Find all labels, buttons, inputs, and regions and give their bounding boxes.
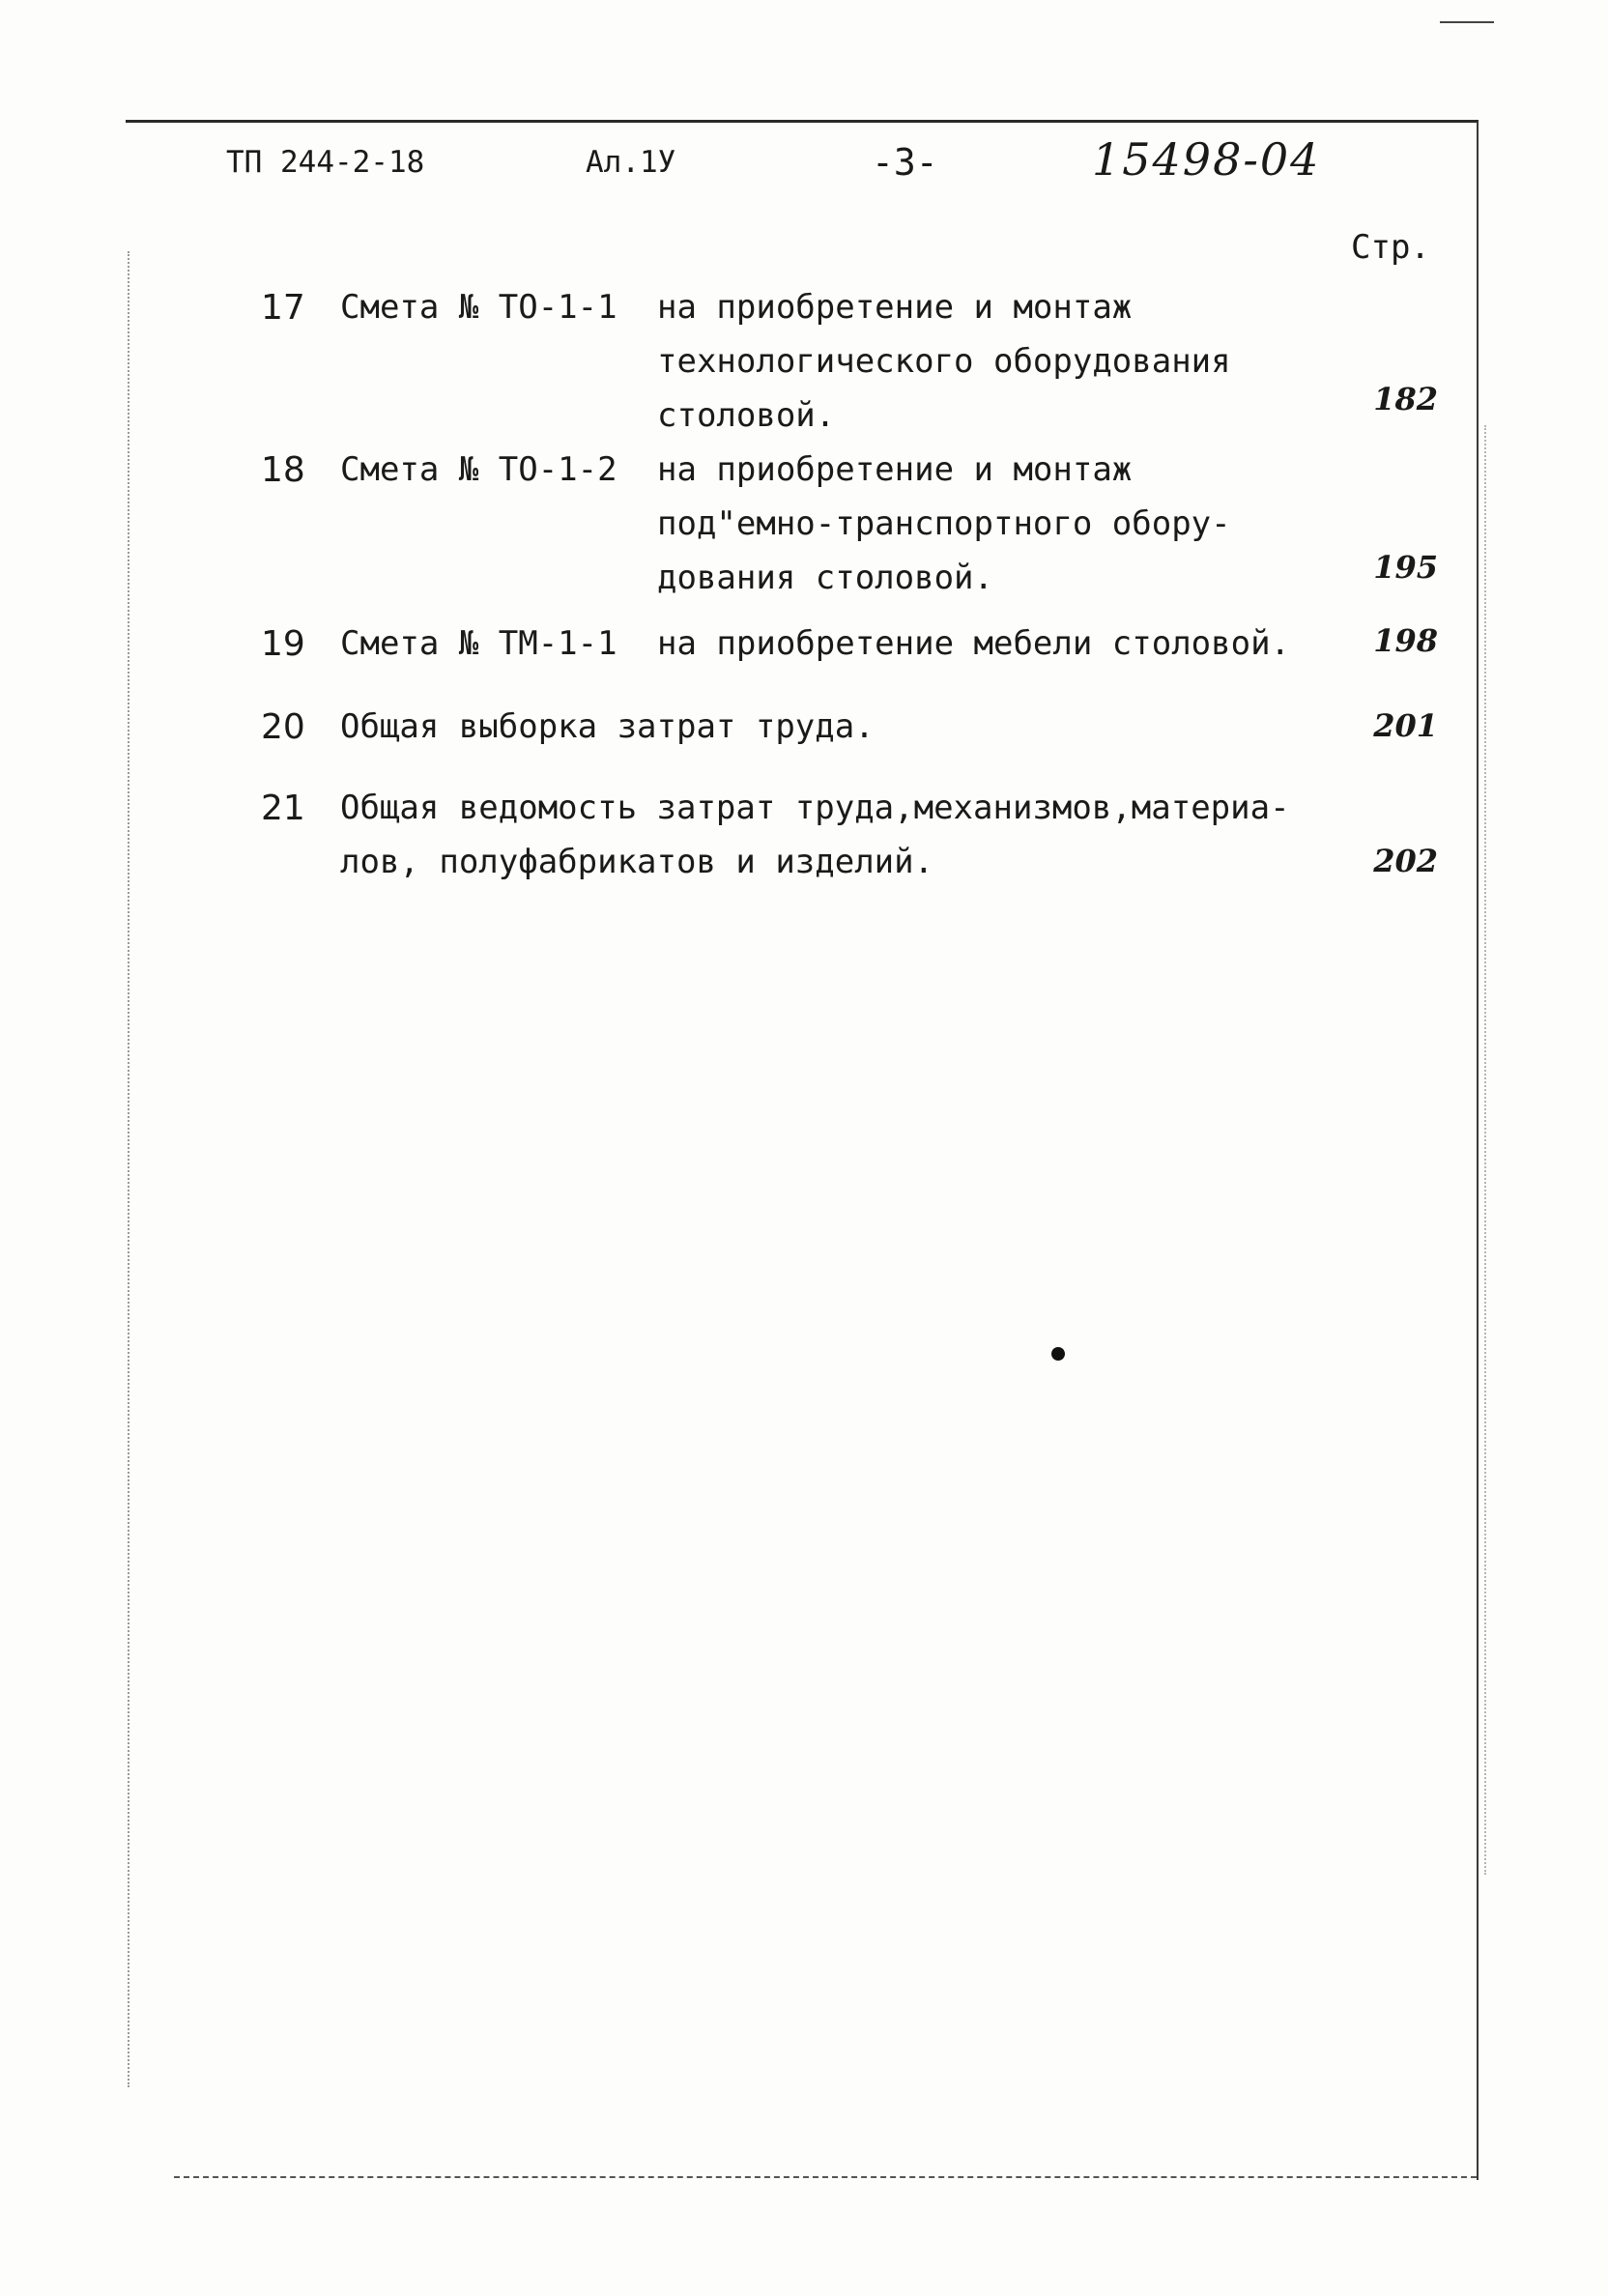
entry-description: Общая ведомость затрат труда,механизмов,материа- лов, полуфабрикатов и изделий. xyxy=(340,789,1290,881)
entry-description: Общая выборка затрат труда. xyxy=(340,707,875,746)
ink-dot xyxy=(1051,1347,1065,1361)
entry-code: Смета № ТО-1-1 xyxy=(340,288,617,327)
entry-number: 17 xyxy=(261,288,305,328)
entry-page: 195 xyxy=(1373,549,1438,586)
entry-number: 20 xyxy=(261,707,305,747)
frame-top-line xyxy=(126,120,1479,123)
entry-description: на приобретение мебели столовой. xyxy=(657,624,1291,663)
page-number: -3- xyxy=(872,141,938,184)
inventory-number: 15498-04 xyxy=(1092,133,1321,186)
corner-mark xyxy=(1440,21,1494,23)
album-code: Ал.1У xyxy=(586,145,676,180)
frame-right-line xyxy=(1477,122,1479,2180)
entry-number: 21 xyxy=(261,789,305,828)
document-code: ТП 244-2-18 xyxy=(226,145,425,180)
entry-page: 198 xyxy=(1373,622,1438,659)
entry-page: 202 xyxy=(1373,843,1438,879)
page-column-header: Стр. xyxy=(1351,228,1430,267)
entry-description: на приобретение и монтаж технологического оборудования столовой. xyxy=(657,288,1231,435)
binding-perforation xyxy=(128,251,129,2087)
frame-bottom-line xyxy=(174,2176,1477,2178)
scan-edge-marks xyxy=(1484,425,1486,1875)
entry-page: 201 xyxy=(1373,707,1438,744)
entry-page: 182 xyxy=(1373,381,1438,417)
entry-number: 19 xyxy=(261,624,305,664)
entry-description: на приобретение и монтаж под"емно-транспортного обору- дования столовой. xyxy=(657,450,1231,597)
entry-number: 18 xyxy=(261,450,305,490)
entry-code: Смета № ТО-1-2 xyxy=(340,450,617,489)
entry-code: Смета № ТМ-1-1 xyxy=(340,624,617,663)
